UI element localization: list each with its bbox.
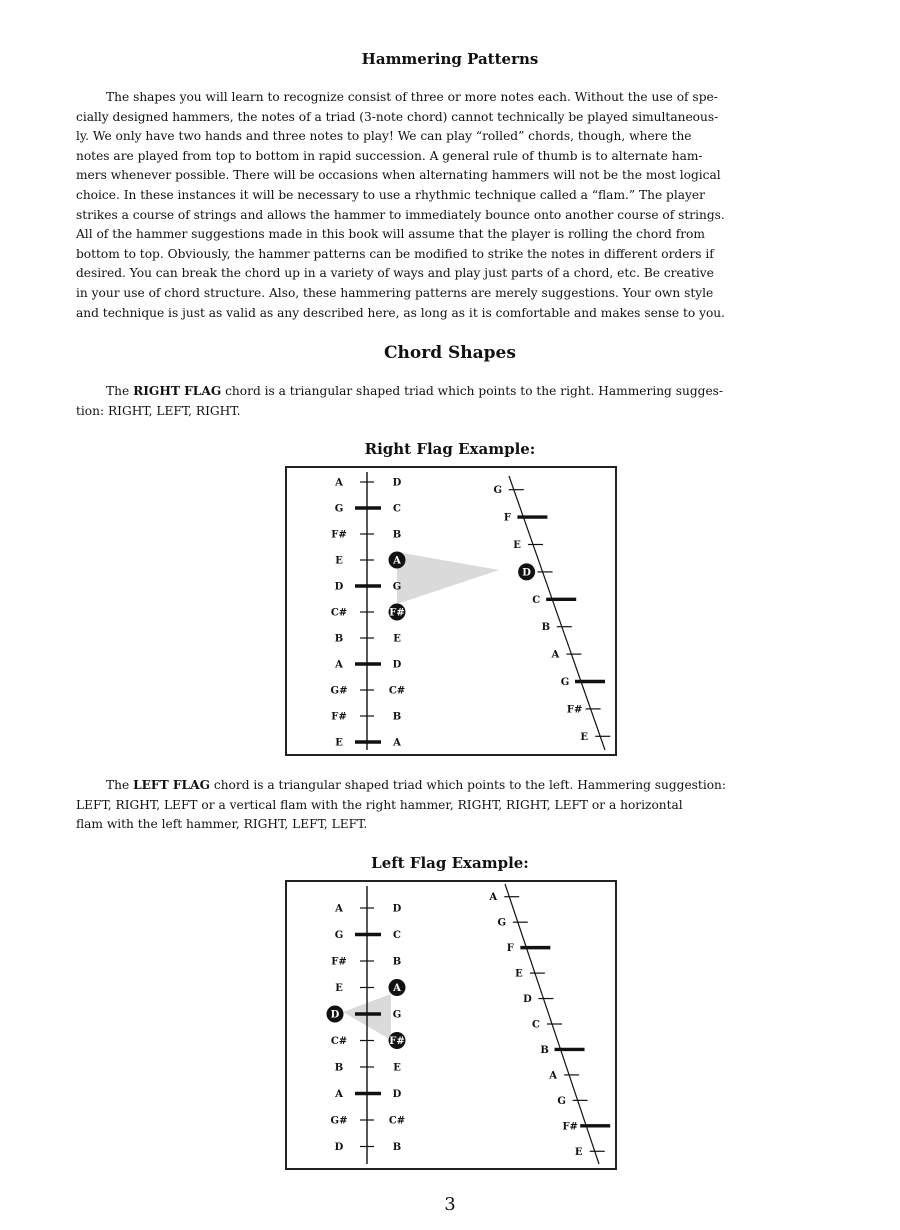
left-flag-lead: The [106, 778, 134, 792]
bass-label: E [574, 1146, 583, 1158]
intro-line: choice. In these instances it will be necessary to use a rhythmic technique called a “flam.” The player [76, 187, 705, 202]
treble-right-label: C# [388, 685, 406, 697]
treble-right-label: B [392, 529, 402, 541]
treble-right-label: E [393, 1062, 401, 1074]
chord-note-label: F# [389, 1036, 405, 1047]
intro-paragraph [76, 88, 820, 323]
bass-label: C [532, 594, 541, 606]
intro-line: bottom to top. Obviously, the hammer patterns can be modified to strike the notes in different orders if [76, 246, 714, 261]
right-flag-paragraph [76, 382, 820, 421]
intro-line: All of the hammer suggestions made in this book will assume that the player is rolling the chord from [76, 227, 705, 242]
bass-label: G [557, 1095, 566, 1107]
chord-note-label: D [522, 567, 531, 579]
intro-line: desired. You can break the chord up in a variety of ways and play just parts of a chord, etc. Be creative [76, 266, 714, 281]
bass-label: A [489, 892, 498, 904]
treble-right-label: D [392, 903, 402, 915]
bass-label: A [551, 649, 560, 661]
treble-left-label: G [334, 930, 344, 941]
page-number: 3 [444, 1194, 456, 1215]
treble-right-label: G [392, 581, 402, 593]
right-flag-svg [287, 468, 615, 754]
bass-label: E [513, 540, 521, 551]
chord-note-label: A [393, 555, 401, 567]
treble-right-label: B [392, 1142, 402, 1153]
treble-left-label: D [334, 581, 344, 593]
left-flag-rest: chord is a triangular shaped triad which points to the left. Hammering suggestion: [210, 778, 727, 792]
right-flag-rest: chord is a triangular shaped triad which points to the right. Hammering sugges- [221, 384, 724, 398]
treble-left-label: D [334, 1142, 344, 1153]
intro-line: mers whenever possible. There will be occasions when alternating hammers will not be the most logical [76, 168, 721, 183]
intro-line: and technique is just as valid as any described here, as long as it is comfortable and makes sense to you. [76, 305, 726, 320]
treble-right-label: G [392, 1009, 402, 1021]
right-flag-line: tion: RIGHT, LEFT, RIGHT. [76, 403, 241, 418]
treble-right-label: C [393, 503, 401, 515]
treble-left-label: C# [330, 1036, 348, 1047]
chord-note-label: A [393, 983, 401, 994]
chord-note-label: F# [389, 607, 405, 619]
bass-label: C [532, 1019, 540, 1031]
bass-label: F [506, 943, 514, 955]
left-flag-paragraph [76, 776, 820, 835]
right-flag-example-title: Right Flag Example: [364, 440, 536, 458]
treble-left-label: E [335, 555, 343, 567]
page-title: Hammering Patterns [361, 50, 539, 68]
bass-label: G [493, 485, 503, 497]
right-flag-line [76, 382, 820, 402]
left-flag-term: LEFT FLAG [133, 778, 210, 792]
bass-label: B [540, 1044, 549, 1056]
treble-right-label: C [393, 930, 401, 941]
bass-label: F# [562, 1121, 578, 1133]
treble-left-label: C# [330, 607, 348, 619]
bass-label: G [497, 917, 507, 929]
treble-right-label: D [392, 477, 402, 489]
treble-left-label: G# [330, 1115, 348, 1127]
treble-left-label: B [334, 633, 344, 645]
intro-line: notes are played from top to bottom in rapid succession. A general rule of thumb is to alternate ham- [76, 148, 703, 163]
intro-line: strikes a course of strings and allows the hammer to immediately bounce onto another course of strings. [76, 207, 725, 222]
section-title: Chord Shapes [384, 343, 516, 363]
right-flag-lead: The [106, 384, 134, 398]
bass-label: D [523, 994, 532, 1006]
left-flag-diagram [285, 880, 617, 1170]
bass-label: E [515, 968, 523, 980]
treble-left-label: F# [331, 711, 347, 723]
left-flag-line [76, 776, 820, 796]
treble-right-label: B [392, 956, 402, 968]
treble-right-label: A [393, 737, 401, 749]
right-flag-diagram [285, 466, 617, 756]
intro-line: The shapes you will learn to recognize consist of three or more notes each. Without the use of spe- [106, 90, 718, 104]
treble-right-label: E [393, 633, 401, 645]
left-flag-line: LEFT, RIGHT, LEFT or a vertical flam with the right hammer, RIGHT, RIGHT, LEFT or a horizontal [76, 797, 683, 812]
treble-right-label: D [392, 1089, 402, 1100]
treble-right-label: C# [388, 1115, 406, 1127]
right-flag-term: RIGHT FLAG [133, 384, 222, 398]
bass-label: B [541, 622, 551, 634]
treble-left-label: E [335, 737, 343, 749]
treble-left-label: A [335, 477, 343, 489]
intro-line: cially designed hammers, the notes of a triad (3-note chord) cannot technically be played simultaneous- [76, 109, 719, 124]
left-flag-example-title: Left Flag Example: [371, 854, 529, 872]
treble-left-label: F# [331, 529, 347, 541]
treble-left-label: F# [331, 956, 347, 968]
treble-left-label: B [334, 1062, 344, 1074]
bass-label: F [503, 512, 511, 524]
treble-left-label: G [334, 503, 344, 515]
treble-right-label: D [392, 659, 402, 671]
bass-label: F# [566, 704, 583, 716]
intro-line: in your use of chord structure. Also, these hammering patterns are merely suggestions. Your own style [76, 285, 714, 300]
chord-note-label: D [330, 1009, 340, 1021]
flam-shading [397, 552, 499, 604]
treble-left-label: A [335, 659, 343, 671]
left-flag-svg [287, 882, 615, 1168]
intro-line: ly. We only have two hands and three notes to play! We can play “rolled” chords, though, where the [76, 129, 692, 144]
bass-label: G [560, 677, 570, 688]
bass-label: E [580, 731, 589, 743]
left-flag-line: flam with the left hammer, RIGHT, LEFT, LEFT. [76, 817, 368, 832]
treble-right-label: B [392, 711, 402, 723]
bass-label: A [549, 1070, 557, 1082]
treble-left-label: G# [330, 685, 348, 697]
treble-left-label: A [335, 903, 343, 915]
treble-left-label: A [335, 1089, 343, 1100]
treble-left-label: E [335, 983, 343, 994]
